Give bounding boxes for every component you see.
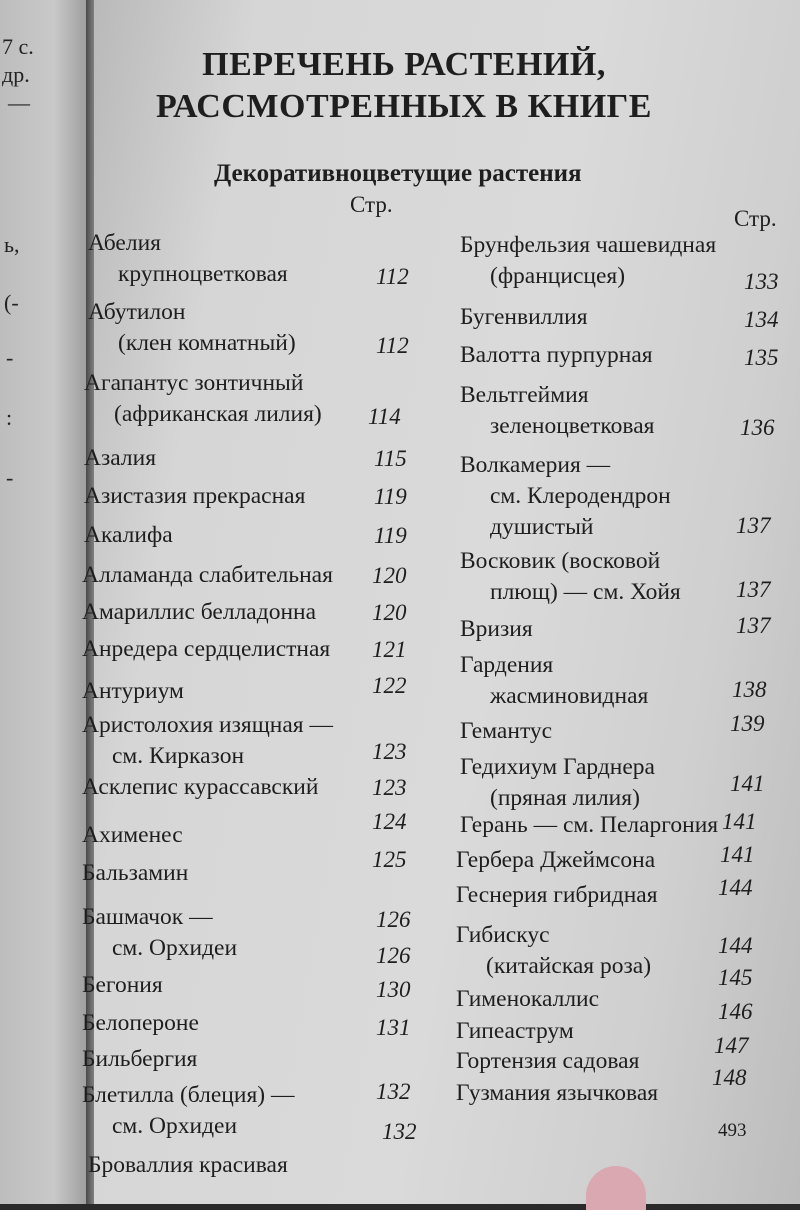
index-entry: Аристолохия изящная — см. Кирказон 123 [82, 712, 407, 769]
index-entry: Азалия 115 [84, 443, 156, 474]
index-entry: Гибискус (китайская роза) 144 [456, 922, 753, 979]
entry-page-number: 132 [382, 1119, 417, 1144]
index-entry: Гардения жасминовидная 138 [460, 652, 767, 709]
index-entry: Гербера Джеймсона 141 [456, 845, 655, 876]
entry-page-number: 121 [372, 637, 407, 662]
index-entry: Алламанда слабительная 120 [82, 560, 333, 591]
index-entry: Брунфельзия чашевидная (францисцея) 133 [460, 230, 716, 292]
right-column-page-label: Стр. [734, 206, 777, 231]
entry-page-number: 119 [374, 484, 407, 509]
entry-page-number: 120 [372, 600, 407, 625]
entry-page-number: 141 [720, 842, 755, 867]
index-entry: Башмачок — см. Орхидеи 126 126 [82, 902, 237, 964]
left-page-fragment: др. [2, 62, 30, 87]
index-entry: Анредера сердцелистная 121 [82, 634, 330, 665]
left-page-fragment: 7 с. [2, 34, 34, 59]
entry-page-number: 131 [376, 1015, 411, 1040]
entry-page-number: 123 [372, 739, 407, 764]
entry-page-number: 120 [372, 563, 407, 588]
index-entry: Асклепис курассавский 123 [82, 772, 318, 803]
index-entry: Абутилон (клен комнатный) 112 [88, 297, 296, 359]
entry-page-number: 144 [718, 933, 753, 958]
entry-page-number: 112 [376, 264, 409, 289]
index-entry: Гипеаструм 146 [456, 1016, 574, 1047]
book-page [82, 0, 800, 1204]
entry-page-number: 137 [736, 577, 771, 602]
page-number: 493 [718, 1120, 747, 1141]
entry-page-number: 123 [372, 775, 407, 800]
entry-page-number: 145 [718, 965, 753, 990]
entry-page-number: 119 [374, 523, 407, 548]
index-entry: Гедихиум Гарднера (пряная лилия) 141 [460, 754, 765, 811]
left-column-page-label: Стр. [350, 192, 393, 217]
entry-page-number: 137 [736, 513, 771, 538]
entry-page-number: 134 [744, 307, 779, 332]
index-entry: Гузмания язычковая 148 [456, 1078, 658, 1109]
entry-page-number: 132 [376, 1079, 411, 1104]
index-entry: Геснерия гибридная 144 [456, 880, 658, 911]
left-page-fragment: : [6, 405, 13, 430]
index-entry: Абелия крупноцветковая 112 [88, 228, 288, 290]
entry-page-number: 136 [740, 415, 775, 440]
entry-page-number: 112 [376, 333, 409, 358]
page-title-line-1: ПЕРЕЧЕНЬ РАСТЕНИЙ, [202, 46, 606, 83]
entry-page-number: 124 [372, 809, 407, 834]
index-entry: Ахименес 124 [82, 820, 183, 851]
entry-page-number: 137 [736, 613, 771, 638]
index-entry: Акалифа 119 [84, 520, 173, 551]
index-entry: Вельтгеймия зеленоцветковая 136 [460, 380, 654, 442]
index-entry: Восковик (восковой плющ) — см. Хойя 137 [460, 548, 771, 605]
entry-page-number: 146 [718, 999, 753, 1024]
left-page-fragment: - [6, 345, 14, 370]
index-entry: Блетилла (блеция) — см. Орхидеи 132 [82, 1080, 294, 1142]
entry-page-number: 148 [712, 1065, 747, 1090]
index-entry: Валотта пурпурная 135 [460, 340, 653, 371]
entry-page-number: 130 [376, 977, 411, 1002]
page-title-line-2: РАССМОТРЕННЫХ В КНИГЕ [156, 88, 652, 125]
entry-page-number: 144 [718, 875, 753, 900]
index-entry: Волкамерия — см. Клеродендрон душистый 137 [460, 452, 771, 540]
index-entry: Бугенвиллия 134 [460, 302, 588, 333]
index-entry: Амариллис белладонна 120 [82, 597, 316, 628]
entry-page-number: 138 [732, 677, 767, 702]
index-entry: Вризия 137 [460, 614, 533, 645]
entry-page-number: 122 [372, 673, 407, 698]
index-entry: Гименокаллис 145 [456, 984, 599, 1015]
index-entry: Гемантус 139 [460, 716, 552, 747]
entry-page-number: 133 [744, 269, 779, 294]
left-page-fragment: - [6, 465, 14, 490]
entry-page-number: 139 [730, 711, 765, 736]
index-entry: Герань — см. Пеларгония 141 [460, 810, 718, 841]
index-entry: Бальзамин 125 [82, 858, 188, 889]
index-entry: Антуриум 122 [82, 676, 184, 707]
entry-page-number: 125 [372, 847, 407, 872]
left-page-fragment: (- [4, 290, 19, 315]
index-entry: Агапантус зонтичный (африканская лилия) 114 [84, 368, 322, 430]
left-page-fragment: ь, [4, 232, 20, 257]
entry-page-number: 114 [368, 404, 401, 429]
left-page-edge [0, 0, 90, 1204]
index-entry: Бильбергия [82, 1046, 198, 1072]
entry-page-number: 126 [376, 907, 411, 932]
entry-page-number: 147 [714, 1033, 749, 1058]
entry-page-number: 135 [744, 345, 779, 370]
entry-page-number: 141 [730, 771, 765, 796]
left-page-fragment: — [8, 90, 30, 115]
entry-page-number: 126 [376, 943, 411, 968]
index-entry: Броваллия красивая 132 [88, 1150, 288, 1181]
entry-page-number: 115 [374, 446, 407, 471]
section-title: Декоративноцветущие растения [214, 160, 582, 187]
index-entry: Азистазия прекрасная 119 [84, 481, 305, 512]
entry-page-number: 141 [722, 809, 757, 834]
index-entry: Белопероне 131 [82, 1008, 199, 1039]
index-entry: Бегония 130 [82, 970, 163, 1001]
index-entry: Гортензия садовая 147 [456, 1046, 639, 1077]
